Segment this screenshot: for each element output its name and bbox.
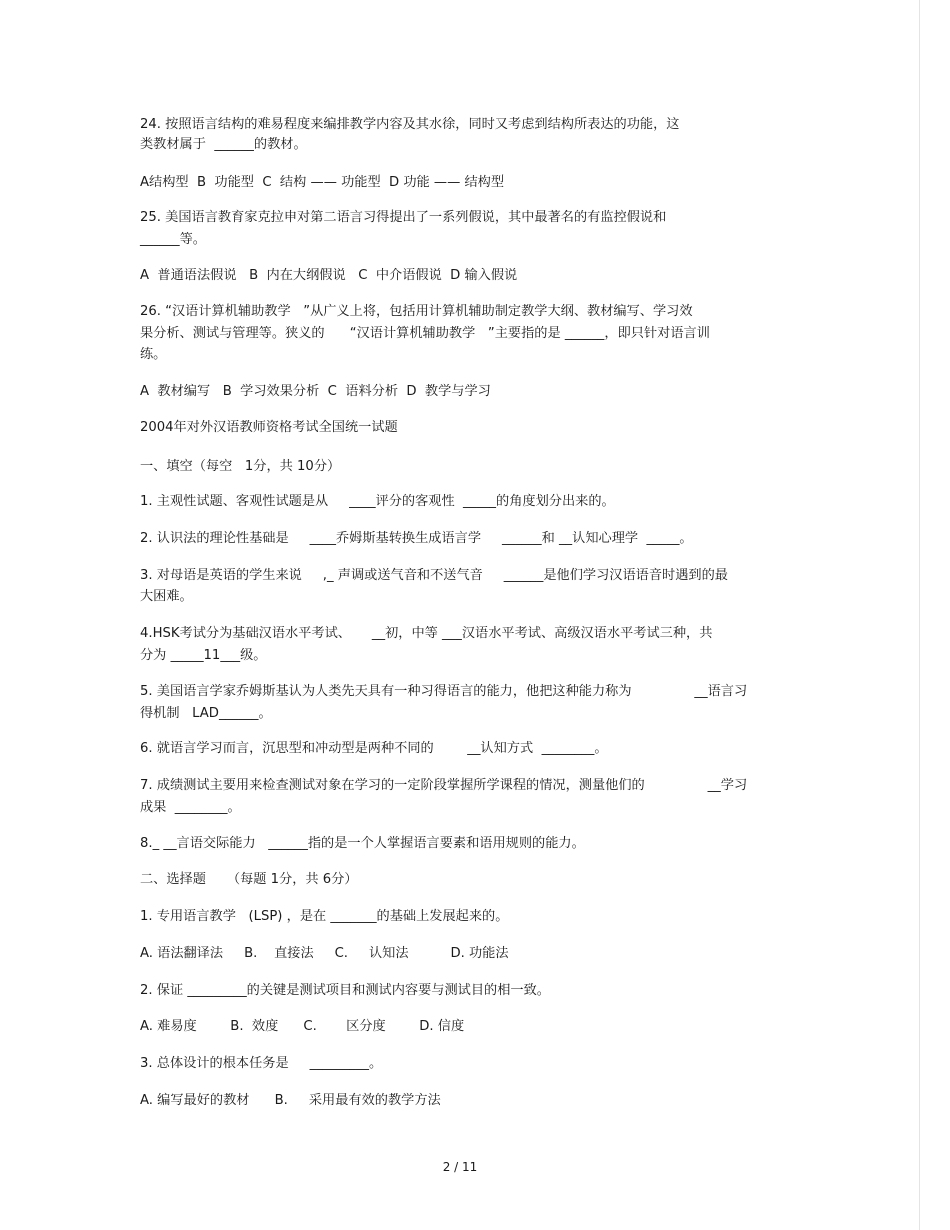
q26-text-line2: 果分析、测试与管理等。狭义的 “汉语计算机辅助教学 ”主要指的是 ______，即只针对语言训 <box>140 326 710 341</box>
fill-q7-line1: 7. 成绩测试主要用来检查测试对象在学习的一定阶段掌握所学课程的情况，测量他们的 __学习 <box>140 778 748 793</box>
fill-q4-line1: 4.HSK考试分为基础汉语水平考试、 __初，中等 ___汉语水平考试、高级汉语水平考试三种，共 <box>140 626 713 641</box>
choice-q3: 3. 总体设计的根本任务是 _________。 <box>140 1056 383 1071</box>
q25-text-line2: ______等。 <box>140 232 206 247</box>
fill-q8: 8._ __言语交际能力 ______指的是一个人掌握语言要素和语用规则的能力。 <box>140 836 585 851</box>
q25-text-line1: 25. 美国语言教育家克拉申对第二语言习得提出了一系列假说，其中最著名的有监控假说和 <box>140 210 667 225</box>
section-choice-heading: 二、选择题 （每题 1分，共 6分） <box>140 872 358 887</box>
choice-q2-options: A. 难易度 B. 效度 C. 区分度 D. 信度 <box>140 1019 465 1034</box>
fill-q5-line2: 得机制 LAD______。 <box>140 706 272 721</box>
choice-q1: 1. 专用语言教学 (LSP) ，是在 _______的基础上发展起来的。 <box>140 909 509 924</box>
choice-q1-options: A. 语法翻译法 B. 直接法 C. 认知法 D. 功能法 <box>140 946 509 961</box>
q24-text-line2: 类教材属于 ______的教材。 <box>140 137 307 152</box>
fill-q1: 1. 主观性试题、客观性试题是从 ____评分的客观性 _____的角度划分出来的。 <box>140 494 615 509</box>
q25-options: A 普通语法假说 B 内在大纲假说 C 中介语假说 D 输入假说 <box>140 268 518 283</box>
fill-q5-line1: 5. 美国语言学家乔姆斯基认为人类先天具有一种习得语言的能力，他把这种能力称为 __语言习 <box>140 684 748 699</box>
choice-q3-options: A. 编写最好的教材 B. 采用最有效的教学方法 <box>140 1093 441 1108</box>
page-edge-divider <box>919 0 920 1230</box>
choice-q2: 2. 保证 _________的关键是测试项目和测试内容要与测试目的相一致。 <box>140 983 550 998</box>
q26-options: A 教材编写 B 学习效果分析 C 语料分析 D 教学与学习 <box>140 384 491 399</box>
q26-text-line1: 26. “汉语计算机辅助教学 ”从广义上将，包括用计算机辅助制定教学大纲、教材编写、学习效 <box>140 304 693 319</box>
fill-q3-line1: 3. 对母语是英语的学生来说 ,_ 声调或送气音和不送气音 ______是他们学习汉语语音时遇到的最 <box>140 568 728 583</box>
q24-text-line1: 24. 按照语言结构的难易程度来编排教学内容及其水徐，同时又考虑到结构所表达的功能，这 <box>140 117 680 132</box>
fill-q6: 6. 就语言学习而言，沉思型和冲动型是两种不同的 __认知方式 ________。 <box>140 741 608 756</box>
fill-q3-line2: 大困难。 <box>140 589 193 604</box>
page-number: 2 / 11 <box>442 1160 478 1174</box>
fill-q2: 2. 认识法的理论性基础是 ____乔姆斯基转换生成语言学 ______和 __认知心理学 _____。 <box>140 531 693 546</box>
q26-text-line3: 练。 <box>140 347 167 362</box>
fill-q7-line2: 成果 ________。 <box>140 800 241 815</box>
exam-title: 2004年对外汉语教师资格考试全国统一试题 <box>140 420 398 435</box>
q24-options: A结构型 B 功能型 C 结构 —— 功能型 D 功能 —— 结构型 <box>140 175 505 190</box>
fill-q4-line2: 分为 _____11___级。 <box>140 648 267 663</box>
section-fill-blank-heading: 一、填空（每空 1分，共 10分） <box>140 459 341 474</box>
